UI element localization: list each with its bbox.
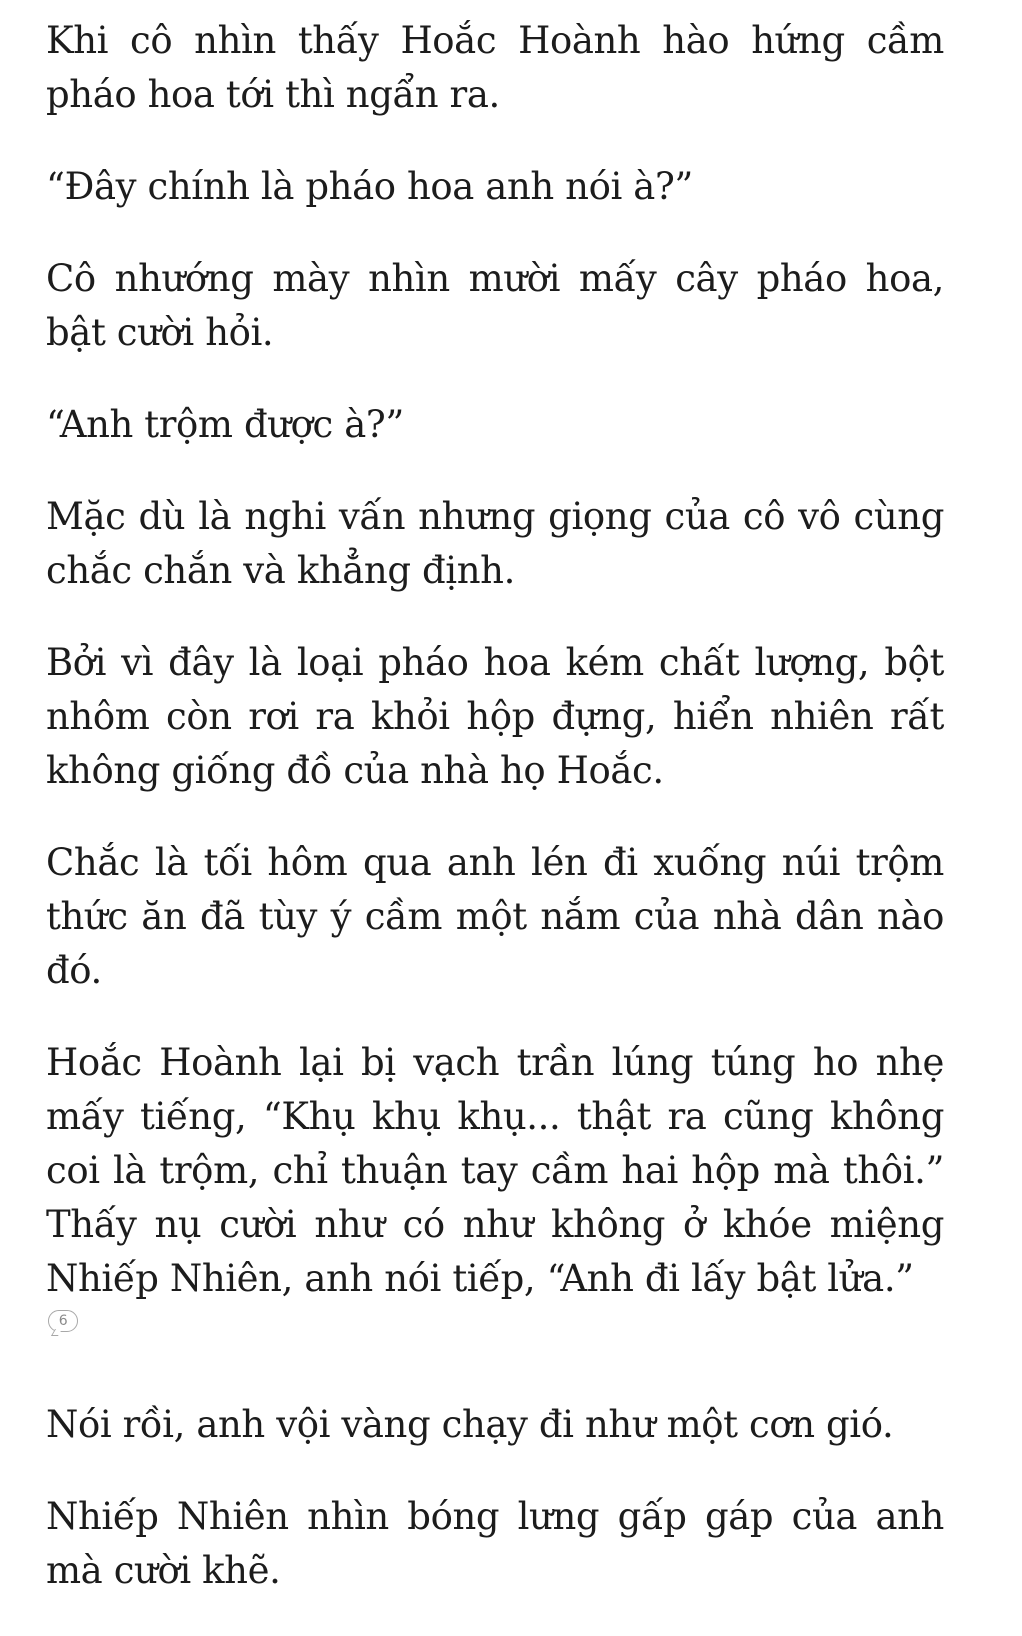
paragraph-comment-row [46, 1310, 944, 1368]
paragraph: Mặc dù là nghi vấn nhưng giọng của cô vô cùng chắc chắn và khẳng định. [46, 495, 944, 592]
paragraph: Chắc là tối hôm qua anh lén đi xuống núi trộm thức ăn đã tùy ý cầm một nắm của nhà dân nào đó. [46, 841, 944, 992]
paragraph: Khi cô nhìn thấy Hoắc Hoành hào hứng cầm pháo hoa tới thì ngẩn ra. [46, 19, 944, 116]
paragraph: Cô nhướng mày nhìn mười mấy cây pháo hoa, bật cười hỏi. [46, 257, 944, 354]
reading-page [46, 14, 944, 1636]
paragraph: Hoắc Hoành lại bị vạch trần lúng túng ho nhẹ mấy tiếng, “Khụ khụ khụ... thật ra cũng không coi là trộm, chỉ thuận tay cầm hai hộp mà thôi.” Thấy nụ cười như có như không ở khóe miệng Nhiếp Nhiên, anh nói tiếp, “Anh đi lấy bật lửa.” [46, 1041, 944, 1300]
paragraph: Nhiếp Nhiên nhìn bóng lưng gấp gáp của anh mà cười khẽ. [46, 1495, 944, 1592]
paragraph: Bởi vì đây là loại pháo hoa kém chất lượng, bột nhôm còn rơi ra khỏi hộp đựng, hiển nhiên rất không giống đồ của nhà họ Hoắc. [46, 641, 944, 792]
paragraph: “Đây chính là pháo hoa anh nói à?” [46, 165, 693, 208]
paragraph: Nói rồi, anh vội vàng chạy đi như một cơn gió. [46, 1403, 894, 1446]
paragraph: “Anh trộm được à?” [46, 403, 404, 446]
comment-bubble-icon[interactable]: 6 [48, 1310, 78, 1332]
